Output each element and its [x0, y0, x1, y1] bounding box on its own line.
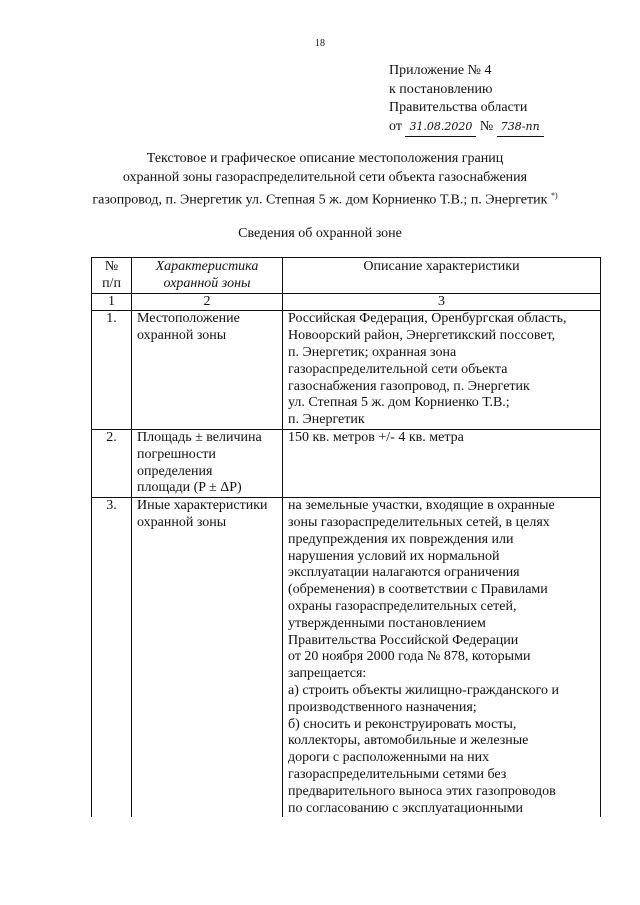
- row-description: 150 кв. метров +/- 4 кв. метра: [283, 429, 601, 497]
- row-number: 1.: [92, 311, 132, 430]
- row-number: 3.: [92, 498, 132, 818]
- document-title: [60, 150, 590, 210]
- handwritten-number: 738-пп: [497, 118, 544, 138]
- row-characteristic: Местоположение охранной зоны: [132, 311, 283, 430]
- row-characteristic: Площадь ± величина погрешности определения площади (P ± ΔP): [132, 429, 283, 497]
- number-sign: №: [479, 118, 494, 134]
- footnote-mark: *): [550, 191, 558, 200]
- section-subtitle: Сведения об охранной зоне: [238, 226, 402, 241]
- header-number: № п/п: [92, 258, 132, 294]
- handwritten-date: 31.08.2020: [405, 118, 476, 138]
- index-cell: 2: [132, 293, 283, 311]
- row-description: на земельные участки, входящие в охранные зоны газораспределительных сетей, в целях предупреждения их повреждения или нарушения условий их нормальной эксплуатации налагаются ограничения (обременения) в соответствии с Правилами охраны газораспределительных сетей, утвержденными постановлением Правительства Российской Федерации от 20 ноября 2000 года № 878, которыми запрещается: а) строить объекты жилищно-гражданского и производственного назначения; б) сносить и реконструировать мосты, коллекторы, автомобильные и железные дороги с расположенными на них газораспределительными сетями без предварительного выноса этих газопроводов по согласованию с эксплуатационными: [283, 498, 601, 818]
- appendix-block: [389, 62, 544, 137]
- table-index-row: [92, 293, 601, 311]
- title-line-2: охранной зоны газораспределительной сети объекта газоснабжения: [122, 169, 528, 185]
- row-characteristic: Иные характеристики охранной зоны: [132, 498, 283, 818]
- table-row: [92, 311, 601, 430]
- page-number: 18: [315, 38, 325, 49]
- appendix-government-line: Правительства области: [389, 100, 528, 115]
- protection-zone-table: [91, 257, 601, 817]
- header-characteristic: Характеристика охранной зоны: [132, 258, 283, 294]
- header-description: Описание характеристики: [283, 258, 601, 294]
- table-header-row: [92, 258, 601, 294]
- row-description: Российская Федерация, Оренбургская область, Новоорский район, Энергетикский поссовет, п. Энергетик; охранная зона газораспределительной сети объекта газоснабжения газопровод, п. Энергетик ул. Степная 5 ж. дом Корниенко Т.В.; п. Энергетик: [283, 311, 601, 430]
- title-line-3: газопровод, п. Энергетик ул. Степная 5 ж. дом Корниенко Т.В.; п. Энергетик *): [92, 191, 558, 208]
- appendix-date-line: [389, 118, 544, 138]
- row-number: 2.: [92, 429, 132, 497]
- table-row: [92, 498, 601, 818]
- index-cell: 3: [283, 293, 601, 311]
- index-cell: 1: [92, 293, 132, 311]
- appendix-resolution-line: к постановлению: [389, 81, 493, 97]
- table-row: [92, 429, 601, 497]
- appendix-title: Приложение № 4: [389, 63, 492, 78]
- date-prefix: от: [389, 118, 402, 134]
- title-line-1: Текстовое и графическое описание местоположения границ: [146, 151, 504, 166]
